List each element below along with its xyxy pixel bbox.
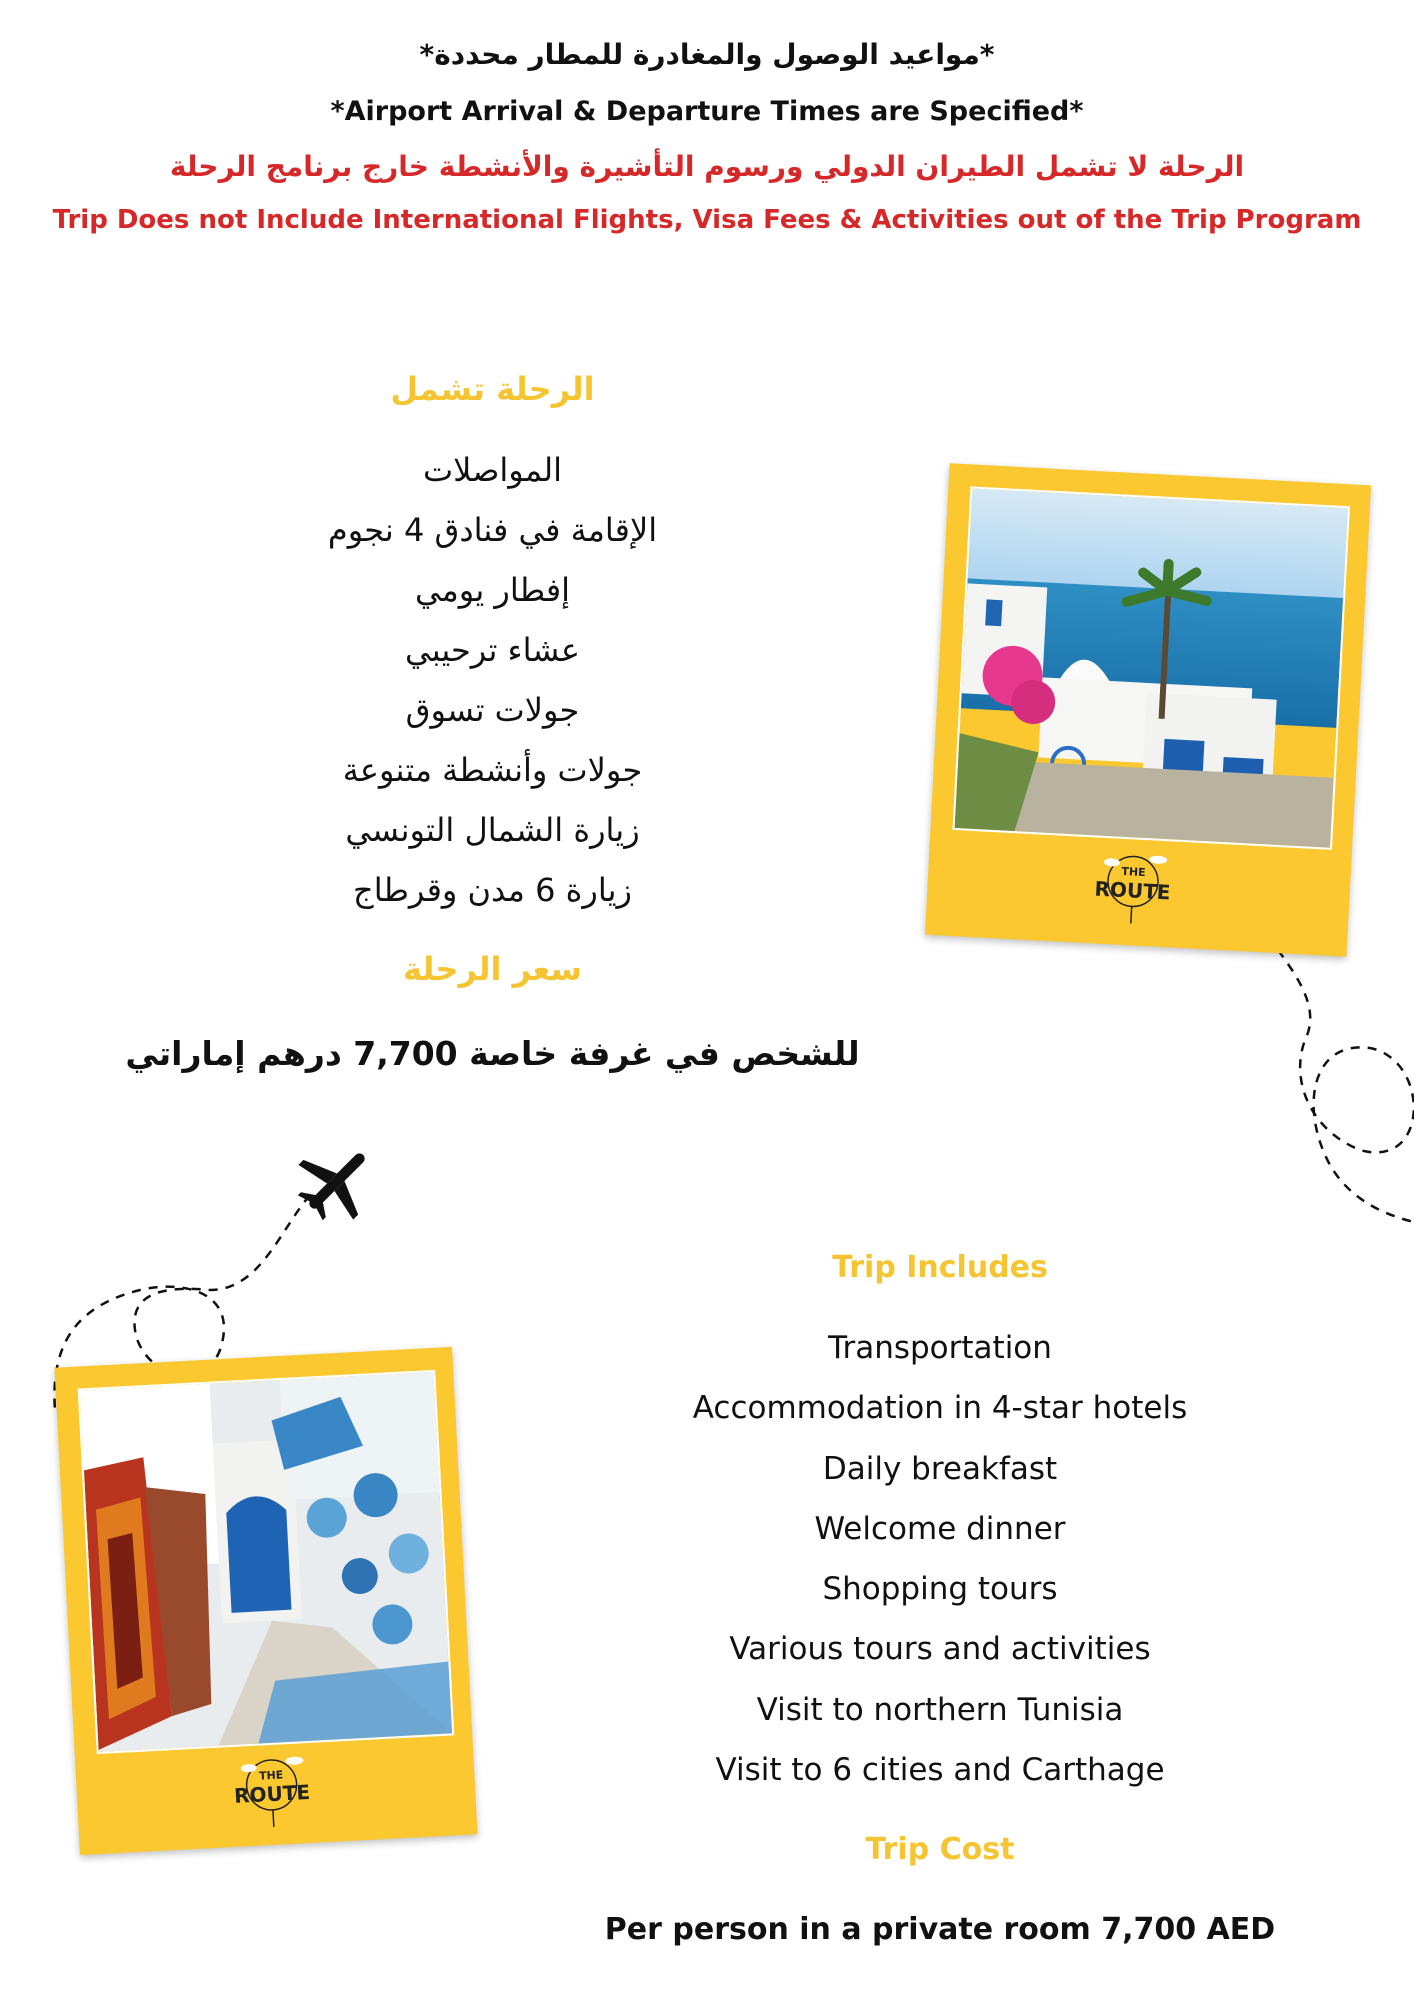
list-item: عشاء ترحيبي (405, 631, 580, 669)
english-includes-title: Trip Includes (832, 1250, 1048, 1285)
arabic-includes-title: الرحلة تشمل (390, 370, 595, 408)
logo-the: THE (258, 1768, 284, 1783)
list-item: Transportation (828, 1330, 1052, 1366)
header-exclusions-ar: الرحلة لا تشمل الطيران الدولي ورسوم التأشيرة والأنشطة خارج برنامج الرحلة (169, 150, 1245, 183)
list-item: جولات وأنشطة متنوعة (342, 751, 643, 789)
airplane-icon (293, 1137, 381, 1225)
list-item: جولات تسوق (405, 691, 580, 729)
list-item: Accommodation in 4-star hotels (692, 1390, 1188, 1427)
english-includes-list (640, 1318, 1240, 1800)
header-arrival-en: *Airport Arrival & Departure Times are Specified* (330, 96, 1084, 127)
list-item: Various tours and activities (729, 1631, 1151, 1668)
list-item: Visit to northern Tunisia (756, 1691, 1124, 1728)
arabic-cost-title: سعر الرحلة (403, 950, 582, 988)
list-item: زيارة الشمال التونسي (345, 811, 640, 849)
list-item: الإقامة في فنادق 4 نجوم (327, 511, 658, 549)
polaroid-sidi-bou-said (925, 463, 1371, 956)
english-cost-text: Per person in a private room 7,700 AED (604, 1912, 1276, 1947)
route-logo-icon (1080, 841, 1185, 936)
list-item: إفطار يومي (414, 571, 571, 609)
photo-sidi-bou-said (952, 486, 1349, 849)
list-item: Daily breakfast (822, 1450, 1058, 1487)
flight-path-right (1240, 930, 1414, 1230)
arabic-includes-list (160, 440, 825, 920)
list-item: المواصلات (423, 451, 562, 489)
header-arrival-ar: *مواعيد الوصول والمغادرة للمطار محددة* (419, 38, 995, 71)
header-exclusions-en: Trip Does not Include International Flights, Visa Fees & Activities out of the Trip Program (52, 205, 1362, 235)
list-item: زيارة 6 مدن وقرطاج (353, 871, 632, 909)
list-item: Welcome dinner (814, 1510, 1066, 1547)
photo-medina-market (78, 1370, 455, 1754)
list-item: Shopping tours (822, 1571, 1058, 1608)
route-logo-icon (220, 1744, 325, 1839)
logo-the: THE (1121, 864, 1146, 880)
list-item: Visit to 6 cities and Carthage (715, 1752, 1165, 1789)
logo-route: ROUTE (1093, 876, 1172, 905)
arabic-cost-text: للشخص في غرفة خاصة 7,700 درهم إماراتي (125, 1034, 860, 1073)
english-cost-title: Trip Cost (865, 1832, 1015, 1867)
logo-route: ROUTE (233, 1779, 311, 1808)
polaroid-medina-market (55, 1347, 478, 1855)
